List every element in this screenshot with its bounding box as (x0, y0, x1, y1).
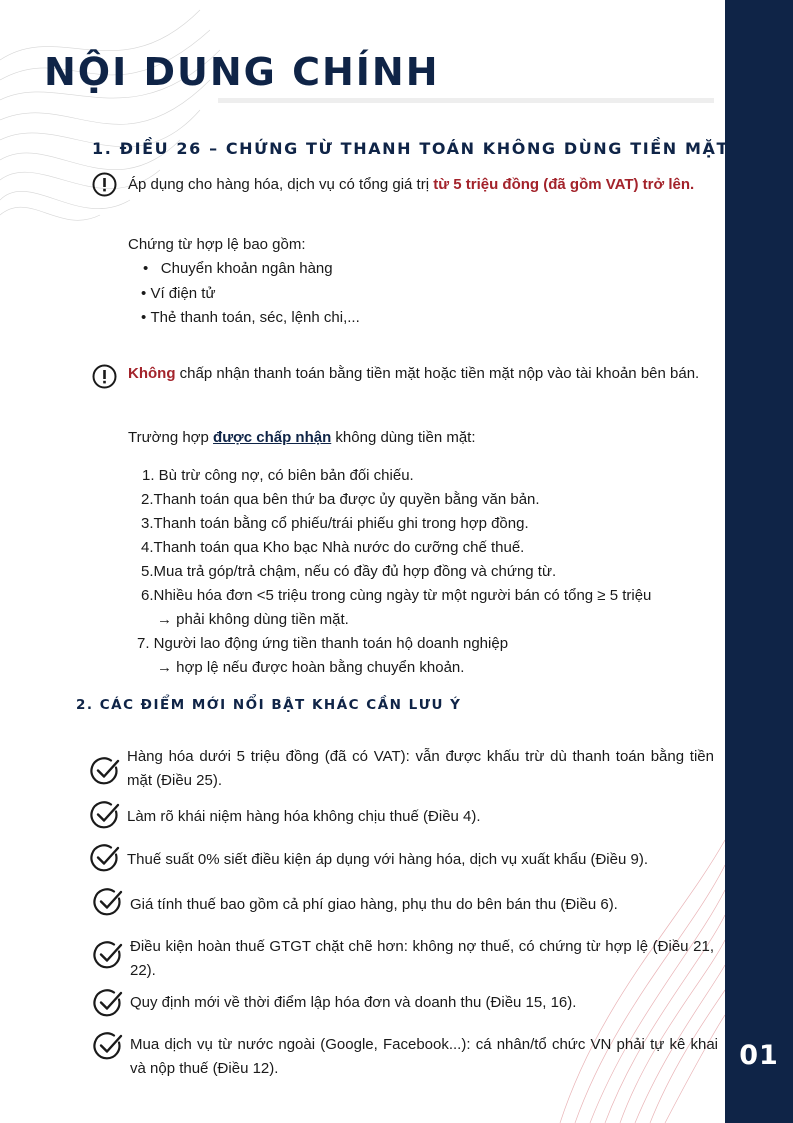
cases-label-end: không dùng tiền mặt: (331, 429, 476, 446)
list-item-text: Chuyển khoản ngân hàng (160, 260, 333, 277)
list-item: Quy định mới về thời điểm lập hóa đơn và doanh thu (Điều 15, 16). (130, 994, 577, 1011)
bullet: • (141, 309, 147, 326)
list-item (141, 306, 360, 330)
case-item: 4.Thanh toán qua Kho bạc Nhà nước do cưỡng chế thuế. (141, 539, 525, 556)
case-item: 2.Thanh toán qua bên thứ ba được ủy quyền bằng văn bản. (141, 491, 540, 508)
cases-label-start: Trường hợp (128, 429, 214, 446)
case-item: 6.Nhiều hóa đơn <5 triệu trong cùng ngày từ một người bán có tổng ≥ 5 triệu (141, 587, 652, 604)
cases-label (128, 426, 476, 450)
alert-1-highlight: từ 5 triệu đồng (đã gồm VAT) trở lên. (433, 176, 695, 193)
list-item: Điều kiện hoàn thuế GTGT chặt chẽ hơn: không nợ thuế, có chứng từ hợp lệ (Điều 21, 22). (130, 938, 714, 979)
list-item: Giá tính thuế bao gồm cả phí giao hàng, phụ thu do bên bán thu (Điều 6). (130, 896, 618, 913)
cases-label-link: được chấp nhận (213, 429, 332, 446)
check-circle-icon (92, 1030, 124, 1062)
case-item: 7. Người lao động ứng tiền thanh toán hộ doanh nghiệp (137, 635, 509, 652)
title-underline (218, 98, 714, 103)
list-item-text: Ví điện tử (150, 285, 216, 302)
section-2-heading: 2. CÁC ĐIỂM MỚI NỔI BẬT KHÁC CẦN LƯU Ý (76, 697, 462, 713)
check-circle-icon (89, 799, 121, 831)
bullet: • (143, 260, 149, 277)
alert-2-text-main: chấp nhận thanh toán bằng tiền mặt hoặc tiền mặt nộp vào tài khoản bên bán. (175, 365, 700, 382)
list-item: Thuế suất 0% siết điều kiện áp dụng với hàng hóa, dịch vụ xuất khẩu (Điều 9). (127, 851, 648, 868)
alert-1-text (128, 173, 714, 197)
alert-2-highlight: Không (128, 365, 176, 382)
bullet: • (141, 285, 147, 302)
list-item: Hàng hóa dưới 5 triệu đồng (đã có VAT): vẫn được khấu trừ dù thanh toán bằng tiền mặt (Điều 25). (127, 748, 714, 789)
case-item: 1. Bù trừ công nợ, có biên bản đối chiếu. (142, 467, 414, 484)
list-item (143, 257, 333, 281)
case-item: 5.Mua trả góp/trả chậm, nếu có đầy đủ hợp đồng và chứng từ. (141, 563, 557, 580)
check-circle-icon (92, 939, 124, 971)
alert-2-text (128, 362, 714, 386)
page-number: 01 (739, 1040, 779, 1071)
sidebar-band (725, 0, 793, 1123)
page-title: NỘI DUNG CHÍNH (44, 50, 440, 94)
section-1-heading: 1. ĐIỀU 26 – CHỨNG TỪ THANH TOÁN KHÔNG DÙNG TIỀN MẶT (92, 139, 729, 158)
check-circle-icon (89, 755, 121, 787)
case-item-continuation: → phải không dùng tiền mặt. (157, 611, 349, 628)
alert-icon (92, 172, 117, 197)
list-item: Làm rõ khái niệm hàng hóa không chịu thuế (Điều 4). (127, 808, 481, 825)
case-item-continuation: → hợp lệ nếu được hoàn bằng chuyển khoản. (157, 659, 465, 676)
check-circle-icon (92, 886, 124, 918)
list-item-text: Thẻ thanh toán, séc, lệnh chi,... (150, 309, 360, 326)
check-circle-icon (92, 987, 124, 1019)
case-item: 3.Thanh toán bằng cổ phiếu/trái phiếu ghi trong hợp đồng. (141, 515, 529, 532)
list-item: Mua dịch vụ từ nước ngoài (Google, Facebook...): cá nhân/tổ chức VN phải tự kê khai và nộp thuế (Điều 12). (130, 1036, 718, 1077)
valid-docs-label: Chứng từ hợp lệ bao gồm: (128, 236, 306, 253)
alert-icon (92, 364, 117, 389)
alert-1-text-main: Áp dụng cho hàng hóa, dịch vụ có tổng giá trị (128, 176, 434, 193)
check-circle-icon (89, 842, 121, 874)
list-item (141, 282, 216, 306)
